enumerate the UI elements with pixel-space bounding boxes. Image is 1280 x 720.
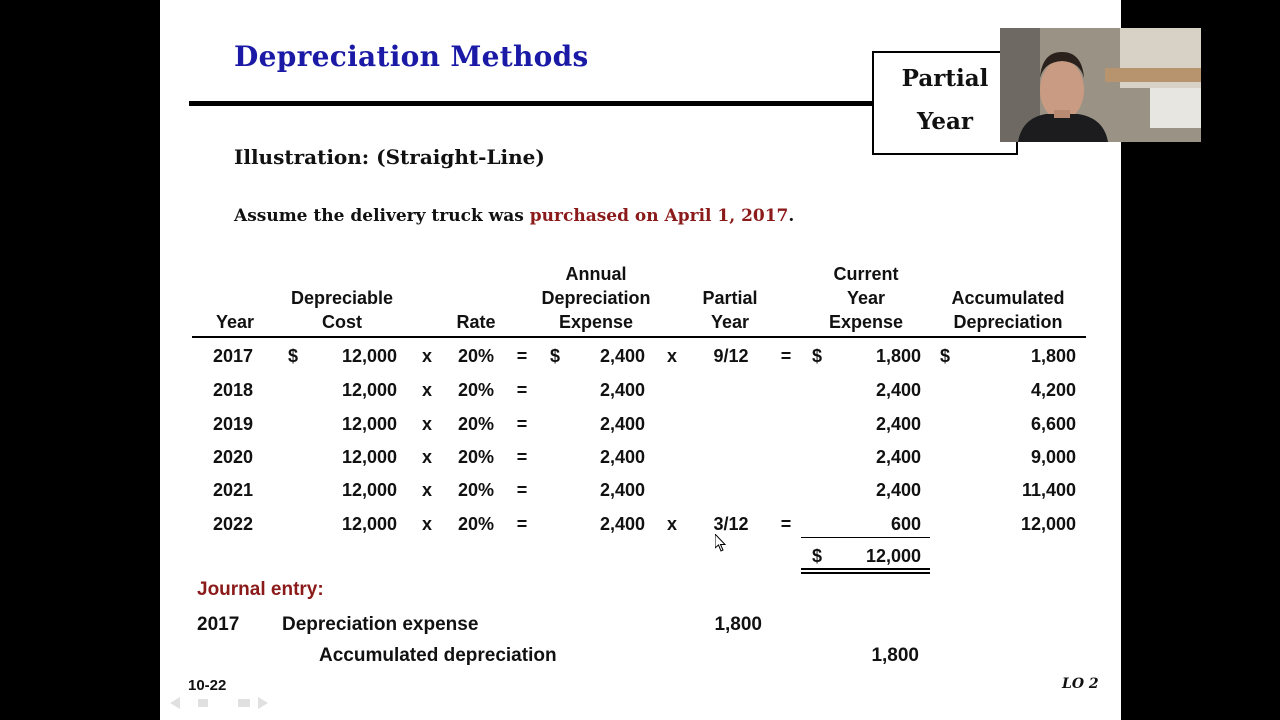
cell-partial: 9/12 bbox=[713, 346, 749, 366]
header-cost-line1: Depreciable bbox=[290, 288, 394, 308]
presenter-video-icon bbox=[1000, 28, 1201, 142]
cell-current: 1,800 bbox=[875, 346, 921, 366]
cell-year: 2021 bbox=[213, 480, 254, 500]
webcam-overlay bbox=[1000, 28, 1201, 142]
header-annual bbox=[526, 262, 666, 334]
cell-annual: 2,400 bbox=[599, 514, 645, 534]
cell-times: x bbox=[421, 346, 432, 366]
cell-rate: 20% bbox=[457, 346, 495, 366]
cell-current: 2,400 bbox=[875, 480, 921, 500]
cell-cost: 12,000 bbox=[341, 447, 397, 467]
header-current bbox=[806, 262, 926, 334]
learning-objective: LO 2 bbox=[1062, 676, 1099, 692]
header-current-line3: Expense bbox=[828, 312, 904, 332]
cell-times: x bbox=[421, 380, 432, 400]
header-rate: Rate bbox=[456, 312, 496, 332]
header-accum bbox=[940, 286, 1076, 334]
journal-credit-account: Accumulated depreciation bbox=[319, 645, 557, 666]
cell-times-partial: x bbox=[666, 514, 677, 534]
cell-times: x bbox=[421, 480, 432, 500]
cell-equals: = bbox=[516, 447, 528, 467]
cell-accum: 11,400 bbox=[1021, 480, 1076, 500]
cell-times: x bbox=[421, 447, 432, 467]
cell-cost: 12,000 bbox=[341, 346, 397, 366]
cell-cost: 12,000 bbox=[341, 414, 397, 434]
journal-entry-title: Journal entry: bbox=[197, 579, 324, 600]
cell-equals: = bbox=[516, 380, 528, 400]
slide bbox=[160, 0, 1121, 720]
slide-title: Depreciation Methods bbox=[234, 40, 589, 73]
cell-accum: 12,000 bbox=[1020, 514, 1076, 534]
cell-times-partial: x bbox=[666, 346, 677, 366]
cell-annual: 2,400 bbox=[599, 447, 645, 467]
slide-nav-icons[interactable] bbox=[168, 693, 278, 713]
header-annual-line3: Expense bbox=[558, 312, 634, 332]
total-double-rule-2 bbox=[801, 572, 930, 574]
cell-year: 2018 bbox=[213, 380, 254, 400]
total-single-rule bbox=[801, 537, 930, 538]
cell-annual: 2,400 bbox=[599, 414, 645, 434]
header-cost-line2: Cost bbox=[322, 312, 362, 332]
cell-current-dollar: $ bbox=[812, 346, 823, 366]
header-annual-line1: Annual bbox=[565, 264, 627, 284]
header-current-line1: Current bbox=[833, 264, 899, 284]
mouse-cursor-icon bbox=[715, 534, 727, 552]
header-year: Year bbox=[215, 312, 255, 332]
title-rule bbox=[189, 101, 876, 106]
cell-equals-partial: = bbox=[780, 346, 792, 366]
header-rule bbox=[192, 336, 1086, 338]
cell-cost: 12,000 bbox=[341, 380, 397, 400]
total-double-rule-1 bbox=[801, 568, 930, 570]
cell-year: 2019 bbox=[213, 414, 254, 434]
journal-year: 2017 bbox=[197, 614, 240, 635]
cell-current: 2,400 bbox=[875, 414, 921, 434]
journal-credit-amount: 1,800 bbox=[871, 645, 919, 666]
cell-accum: 9,000 bbox=[1030, 447, 1076, 467]
cell-annual: 2,400 bbox=[599, 346, 645, 366]
cell-rate: 20% bbox=[457, 380, 495, 400]
header-current-line2: Year bbox=[846, 288, 886, 308]
cell-cost: 12,000 bbox=[341, 480, 397, 500]
header-annual-line2: Depreciation bbox=[541, 288, 651, 308]
slide-number: 10-22 bbox=[188, 677, 227, 694]
header-cost bbox=[270, 286, 414, 334]
cell-rate: 20% bbox=[457, 447, 495, 467]
cell-rate: 20% bbox=[457, 414, 495, 434]
cell-annual: 2,400 bbox=[599, 380, 645, 400]
cell-year: 2020 bbox=[213, 447, 254, 467]
cell-partial: 3/12 bbox=[713, 514, 749, 534]
header-accum-line2: Depreciation bbox=[953, 312, 1063, 332]
cell-equals: = bbox=[516, 414, 528, 434]
partial-year-box bbox=[872, 51, 1018, 155]
assumption-text bbox=[234, 206, 794, 226]
cell-year: 2022 bbox=[213, 514, 254, 534]
assumption-highlight: purchased on April 1, 2017 bbox=[529, 206, 789, 226]
cell-accum: 1,800 bbox=[1030, 346, 1076, 366]
cell-annual: 2,400 bbox=[599, 480, 645, 500]
assumption-suffix: . bbox=[788, 206, 795, 226]
cell-current: 600 bbox=[890, 514, 921, 534]
total-value: 12,000 bbox=[865, 546, 921, 566]
partial-year-box-line2: Year bbox=[916, 108, 974, 135]
cell-annual-dollar: $ bbox=[550, 346, 561, 366]
cell-accum: 4,200 bbox=[1030, 380, 1076, 400]
cell-equals: = bbox=[516, 480, 528, 500]
cell-current: 2,400 bbox=[875, 447, 921, 467]
cell-times: x bbox=[421, 514, 432, 534]
illustration-heading: Illustration: (Straight-Line) bbox=[234, 145, 545, 169]
assumption-prefix: Assume the delivery truck was bbox=[234, 206, 530, 226]
cell-equals: = bbox=[516, 514, 528, 534]
partial-year-box-line1: Partial bbox=[901, 65, 989, 92]
cell-year: 2017 bbox=[213, 346, 254, 366]
total-dollar: $ bbox=[812, 546, 823, 566]
header-partial bbox=[690, 286, 770, 334]
header-accum-line1: Accumulated bbox=[951, 288, 1065, 308]
cell-accum-dollar: $ bbox=[940, 346, 951, 366]
header-partial-line2: Year bbox=[710, 312, 750, 332]
journal-debit-amount: 1,800 bbox=[714, 614, 762, 635]
cell-cost: 12,000 bbox=[341, 514, 397, 534]
cell-cost-dollar: $ bbox=[288, 346, 299, 366]
cell-equals: = bbox=[516, 346, 528, 366]
cell-rate: 20% bbox=[457, 480, 495, 500]
cell-rate: 20% bbox=[457, 514, 495, 534]
cell-accum: 6,600 bbox=[1030, 414, 1076, 434]
cell-current: 2,400 bbox=[875, 380, 921, 400]
header-partial-line1: Partial bbox=[702, 288, 758, 308]
cell-equals-partial: = bbox=[780, 514, 792, 534]
journal-debit-account: Depreciation expense bbox=[282, 614, 479, 635]
cell-times: x bbox=[421, 414, 432, 434]
